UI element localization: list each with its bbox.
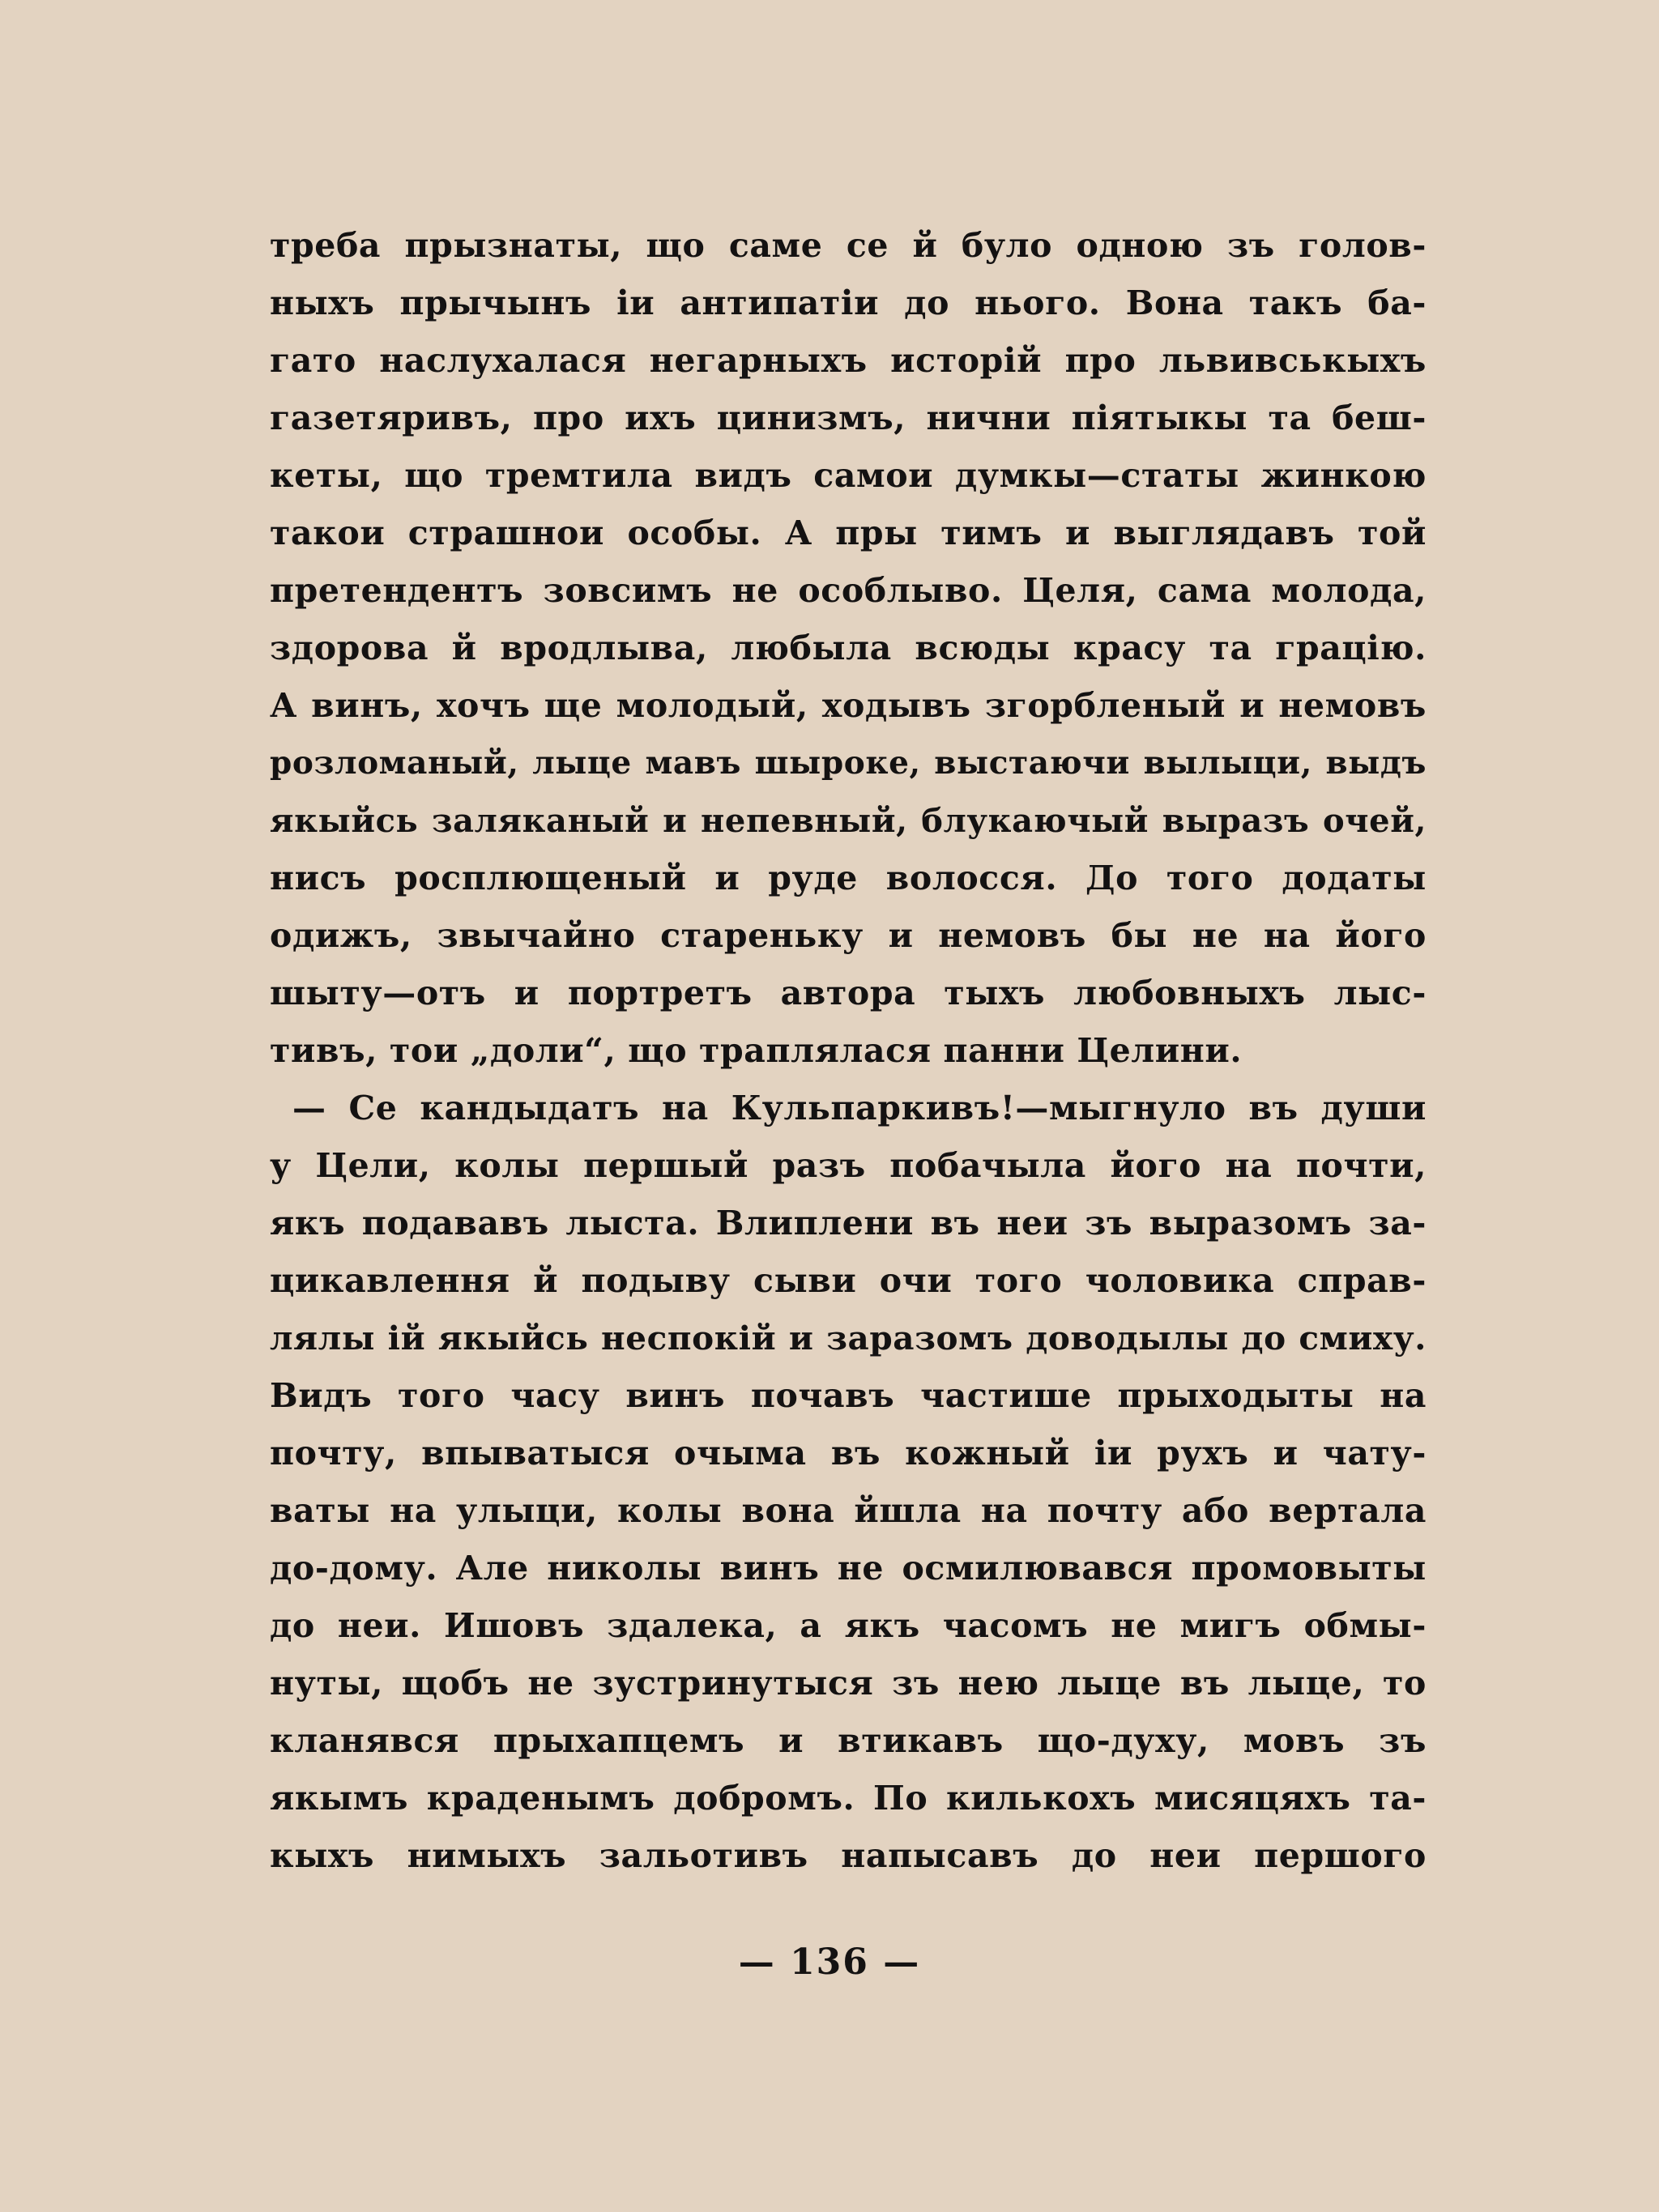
page-number: — 136 —: [738, 1941, 921, 1983]
paragraph-start-line: — Се кандыдатъ на Кульпаркивъ!—мыгнуло въ души: [292, 1089, 1427, 1127]
text-line: газетяривъ, про ихъ цинизмъ, нични піятыкы та беш-: [270, 399, 1427, 437]
text-line: Видъ того часу винъ почавъ частише прыходыты на: [270, 1376, 1427, 1415]
text-line: у Цели, колы першый разъ побачыла його на почти,: [270, 1146, 1427, 1185]
text-line: А винъ, хочъ ще молодый, ходывъ згорбленый и немовъ: [270, 686, 1427, 725]
text-line: такои страшнои особы. А пры тимъ и выглядавъ той: [270, 514, 1427, 552]
text-line: нисъ росплющеный и руде волосся. До того додаты: [270, 859, 1427, 897]
text-line: лялы ій якыйсь неспокій и заразомъ доводылы до смиху.: [270, 1319, 1427, 1357]
text-line: ваты на улыци, колы вона йшла на почту або вертала: [270, 1491, 1427, 1530]
text-line: якыйсь заляканый и непевный, блукаючый выразъ очей,: [270, 802, 1427, 840]
text-line: здорова й вродлыва, любыла всюды красу та грацію.: [270, 629, 1427, 667]
text-line: якъ подававъ лыста. Влиплени въ неи зъ выразомъ за-: [270, 1204, 1427, 1242]
text-line: нуты, щобъ не зустринутыся зъ нею лыце въ лыце, то: [270, 1664, 1427, 1703]
text-line: цикавлення й подыву сыви очи того чоловика справ-: [270, 1261, 1427, 1300]
text-line: розломаный, лыце мавъ шыроке, выстаючи вылыци, выдъ: [270, 744, 1427, 782]
text-line: одижъ, звычайно стареньку и немовъ бы не на його: [270, 916, 1427, 955]
text-line: до-дому. Але николы винъ не осмилювався промовыты: [270, 1549, 1427, 1588]
text-line: ныхъ прычынъ іи антипатіи до нього. Вона такъ ба-: [270, 283, 1427, 322]
paragraph-end-line: тивъ, тои „доли“, що траплялася панни Целини.: [270, 1031, 1243, 1070]
text-line: кыхъ нимыхъ зальотивъ напысавъ до неи першого: [270, 1836, 1427, 1875]
text-line: шыту—отъ и портретъ автора тыхъ любовныхъ лыс-: [270, 974, 1427, 1012]
body-text: [270, 217, 1427, 1885]
text-line: кеты, що тремтила видъ самои думкы—статы жинкою: [270, 456, 1427, 495]
text-line: треба прызнаты, що саме се й було одною зъ голов-: [270, 226, 1427, 265]
text-line: до неи. Ишовъ здалека, а якъ часомъ не мигъ обмы-: [270, 1606, 1427, 1645]
text-line: кланявся прыхапцемъ и втикавъ що-духу, мовъ зъ: [270, 1721, 1427, 1760]
text-line: якымъ краденымъ добромъ. По килькохъ мисяцяхъ та-: [270, 1779, 1427, 1818]
text-line: почту, впыватыся очыма въ кожный іи рухъ и чату-: [270, 1434, 1427, 1473]
text-line: гато наслухалася негарныхъ исторій про львивськыхъ: [270, 341, 1427, 380]
text-line: претендентъ зовсимъ не особлыво. Целя, сама молода,: [270, 571, 1427, 610]
